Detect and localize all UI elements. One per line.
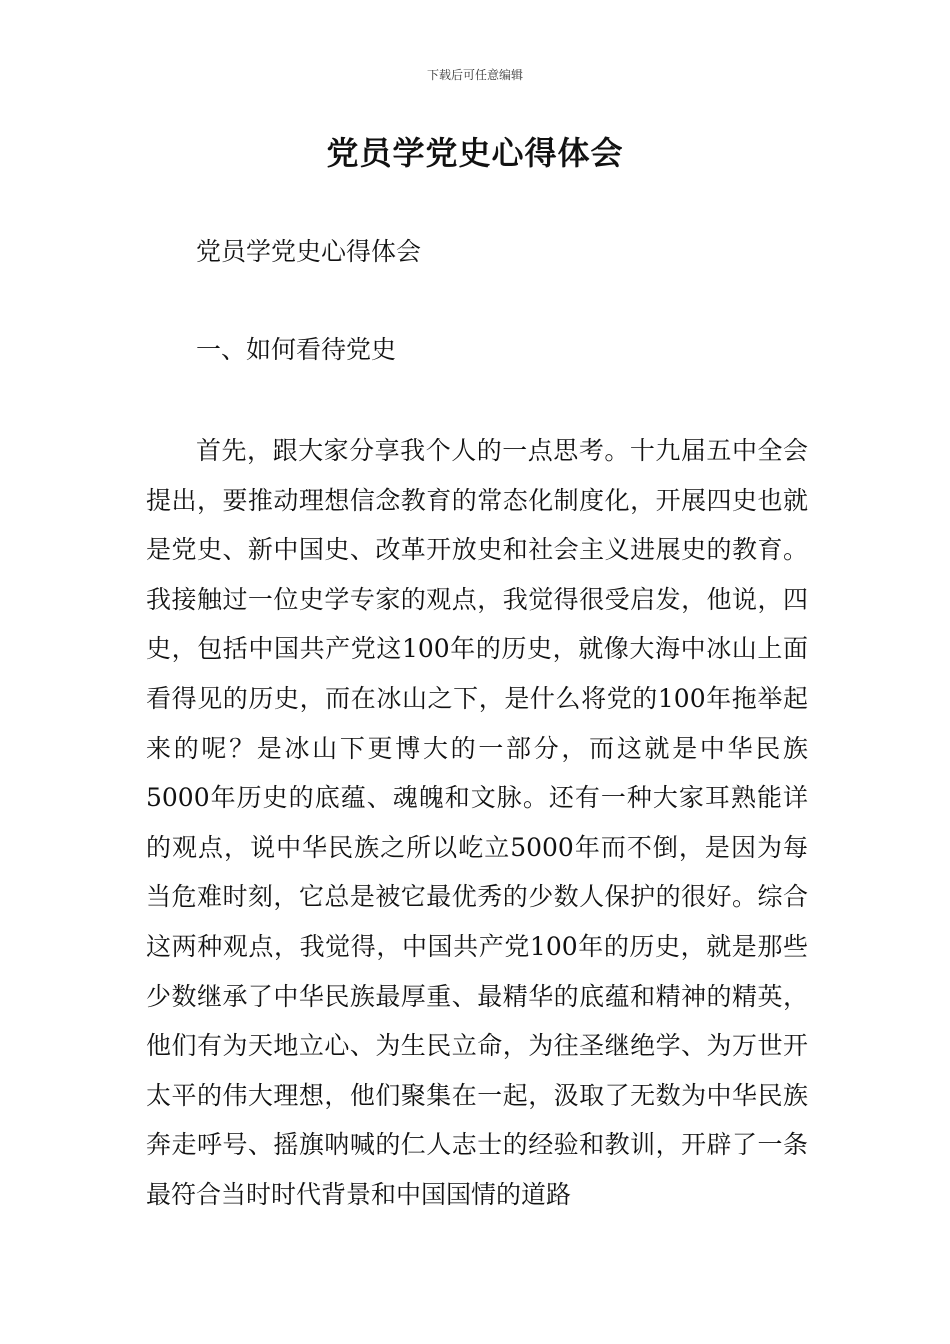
section-heading: 一、如何看待党史 xyxy=(196,335,397,364)
body-paragraph: 首先，跟大家分享我个人的一点思考。十九届五中全会提出，要推动理想信念教育的常态化制度化，开展四史也就是党史、新中国史、改革开放史和社会主义进展史的教育。我接触过一位史学专家的观点，我觉得很受启发，他说，四史，包括中国共产党这100年的历史，就像大海中冰山上面看得见的历史，而在冰山之下，是什么将党的100年拖举起来的呢？是冰山下更博大的一部分，而这就是中华民族5000年历史的底蕴、魂魄和文脉。还有一种大家耳熟能详的观点，说中华民族之所以屹立5000年而不倒，是因为每当危难时刻，它总是被它最优秀的少数人保护的很好。综合这两种观点，我觉得，中国共产党100年的历史，就是那些少数继承了中华民族最厚重、最精华的底蕴和精神的精英，他们有为天地立心、为生民立命，为往圣继绝学、为万世开太平的伟大理想，他们聚集在一起，汲取了无数为中华民族奔走呼号、摇旗呐喊的仁人志士的经验和教训，开辟了一条最符合当时时代背景和中国国情的道路 xyxy=(146,436,808,1209)
document-title: 党员学党史心得体会 xyxy=(326,134,624,172)
document-subtitle: 党员学党史心得体会 xyxy=(196,237,422,266)
header-note: 下载后可任意编辑 xyxy=(426,68,523,82)
